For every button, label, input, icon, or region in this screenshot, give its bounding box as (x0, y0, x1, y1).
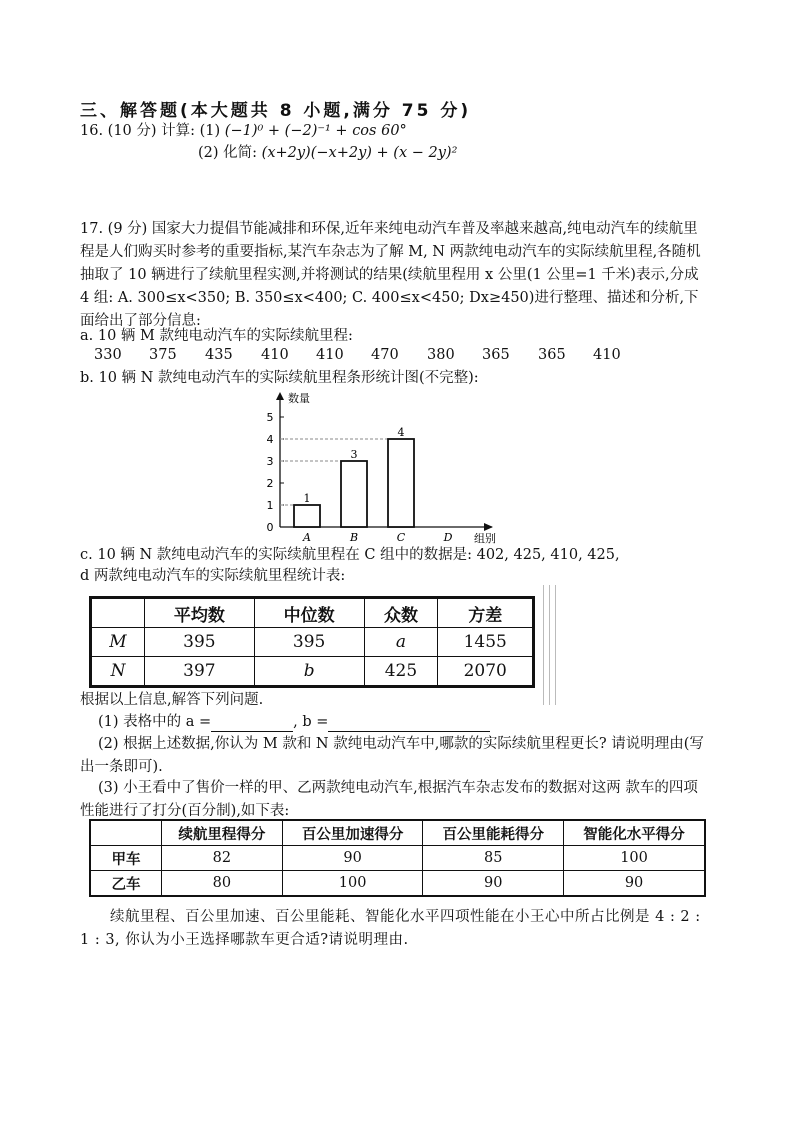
table-row (90, 846, 705, 871)
x-tick-label: B (349, 531, 359, 544)
sub1-b-text: , b = (293, 714, 329, 730)
table-cell: 100 (282, 871, 423, 897)
table-cell: 众数 (364, 598, 438, 628)
bar-value-label: 4 (397, 426, 405, 439)
table-row (91, 628, 534, 657)
m-data-value: 410 (593, 347, 621, 363)
sub3-text: (3) 小王看中了售价一样的甲、乙两款纯电动汽车,根据汽车杂志发布的数据对这两 款车的四项性能进行了打分(百分制),如下表: (80, 780, 698, 819)
table-cell: 百公里加速得分 (282, 820, 423, 846)
q17-d-label: d 两款纯电动汽车的实际续航里程统计表: (80, 568, 346, 584)
bar-value-label: 3 (350, 448, 358, 461)
m-data-value: 435 (205, 347, 233, 363)
answer-blank-a[interactable] (211, 716, 293, 732)
bar-B (341, 461, 367, 527)
table-cell: 85 (423, 846, 564, 871)
y-tick-label: 5 (266, 411, 274, 424)
q16-line2-prefix: (2) 化简: (198, 145, 258, 161)
y-axis-title: 数量 (288, 392, 310, 405)
answer-blank-b[interactable] (328, 716, 490, 732)
stat-table (89, 596, 535, 688)
q16-line1-expr: (−1)⁰ + (−2)⁻¹ + cos 60° (224, 123, 407, 139)
q17-intro: 17. (9 分) 国家大力提倡节能减排和环保,近年来纯电动汽车普及率越来越高,纯电动汽车的续航里程是人们购买时参考的重要指标,某汽车杂志为了解 M, N 两款纯电动汽车的实际续航里程,各随机抽取了 10 辆进行了续航里程实测,并将测试的结果(续航里程用 x 公里(1 公里=1 千米)表示,分成 4 组: A. 300≤x<350; B. 350≤x<400; C. 400≤x<450; Dx≥450)进行整理、描述和分析,下面给出了部分信息: (80, 221, 701, 329)
table-header-row (91, 598, 534, 628)
table-cell: 395 (254, 628, 364, 657)
x-tick-label: D (443, 531, 453, 544)
table-cell: 1455 (438, 628, 534, 657)
table-cell (90, 820, 162, 846)
m-data-value: 470 (371, 347, 399, 363)
x-tick-label: A (303, 531, 311, 544)
table-cell: 平均数 (145, 598, 255, 628)
table-cell: 100 (564, 846, 705, 871)
table-cell (91, 598, 145, 628)
table-header-row (90, 820, 705, 846)
q16-line2-expr: (x+2y)(−x+2y) + (x − 2y)² (261, 145, 458, 161)
sub2-text: (2) 根据上述数据,你认为 M 款和 N 款纯电动汽车中,哪款的实际续航里程更长? 请说明理由(写出一条即可). (80, 736, 704, 775)
scan-artifact (543, 585, 544, 705)
table-cell: 397 (145, 657, 255, 687)
x-tick-label: C (396, 531, 406, 544)
q17-c-label: c. 10 辆 N 款纯电动汽车的实际续航里程在 C 组中的数据是: 402, 425, 410, 425, (80, 547, 620, 563)
table-cell: 395 (145, 628, 255, 657)
answer-intro: 根据以上信息,解答下列问题. (80, 692, 264, 708)
table-cell: 2070 (438, 657, 534, 687)
m-data-value: 365 (482, 347, 510, 363)
sub1-a-text: (1) 表格中的 a = (98, 714, 212, 730)
table-row (90, 871, 705, 897)
table-cell: M (91, 628, 145, 657)
x-axis-title: 组别 (474, 532, 496, 545)
bar-A (294, 505, 320, 527)
table-cell: 乙车 (90, 871, 162, 897)
sub1-line (98, 712, 490, 732)
table-cell: 82 (162, 846, 283, 871)
m-data-value: 380 (427, 347, 455, 363)
q16-line1-prefix: 16. (10 分) 计算: (1) (80, 123, 221, 139)
table-cell: 百公里能耗得分 (423, 820, 564, 846)
y-tick-label: 1 (266, 499, 274, 512)
table-cell: 425 (364, 657, 438, 687)
table-cell: 80 (162, 871, 283, 897)
scan-artifact (555, 585, 556, 705)
m-data-value: 365 (538, 347, 566, 363)
table-cell: a (364, 628, 438, 657)
scan-artifact (549, 585, 550, 705)
bar-C (388, 439, 414, 527)
section-title: 三、解答题(本大题共 8 小题,满分 75 分) (80, 101, 472, 121)
m-data-value: 330 (94, 347, 122, 363)
m-data-value: 375 (149, 347, 177, 363)
y-tick-label: 2 (266, 477, 274, 490)
table-cell: b (254, 657, 364, 687)
q17-a-label: a. 10 辆 M 款纯电动汽车的实际续航里程: (80, 328, 353, 344)
score-table (89, 819, 706, 897)
table-cell: 智能化水平得分 (564, 820, 705, 846)
table-cell: 甲车 (90, 846, 162, 871)
q16-line1 (80, 121, 407, 141)
table-cell: 90 (564, 871, 705, 897)
q17-b-label: b. 10 辆 N 款纯电动汽车的实际续航里程条形统计图(不完整): (80, 370, 479, 386)
table-cell: 方差 (438, 598, 534, 628)
m-data-value: 410 (261, 347, 289, 363)
table-row (91, 657, 534, 687)
q16-line2 (198, 143, 457, 163)
y-tick-label: 4 (266, 433, 274, 446)
y-tick-label: 0 (266, 521, 274, 534)
y-tick-label: 3 (266, 455, 274, 468)
y-axis-arrow (276, 392, 284, 400)
table-cell: 中位数 (254, 598, 364, 628)
table-cell: N (91, 657, 145, 687)
m-data-value: 410 (316, 347, 344, 363)
table-cell: 90 (423, 871, 564, 897)
bar-value-label: 1 (303, 492, 311, 505)
x-axis-arrow (484, 523, 493, 531)
table-cell: 90 (282, 846, 423, 871)
bar-chart (260, 390, 510, 545)
table-cell: 续航里程得分 (162, 820, 283, 846)
final-question: 续航里程、百公里加速、百公里能耗、智能化水平四项性能在小王心中所占比例是 4 : 2 : 1 : 3, 你认为小王选择哪款车更合适?请说明理由. (80, 909, 701, 948)
